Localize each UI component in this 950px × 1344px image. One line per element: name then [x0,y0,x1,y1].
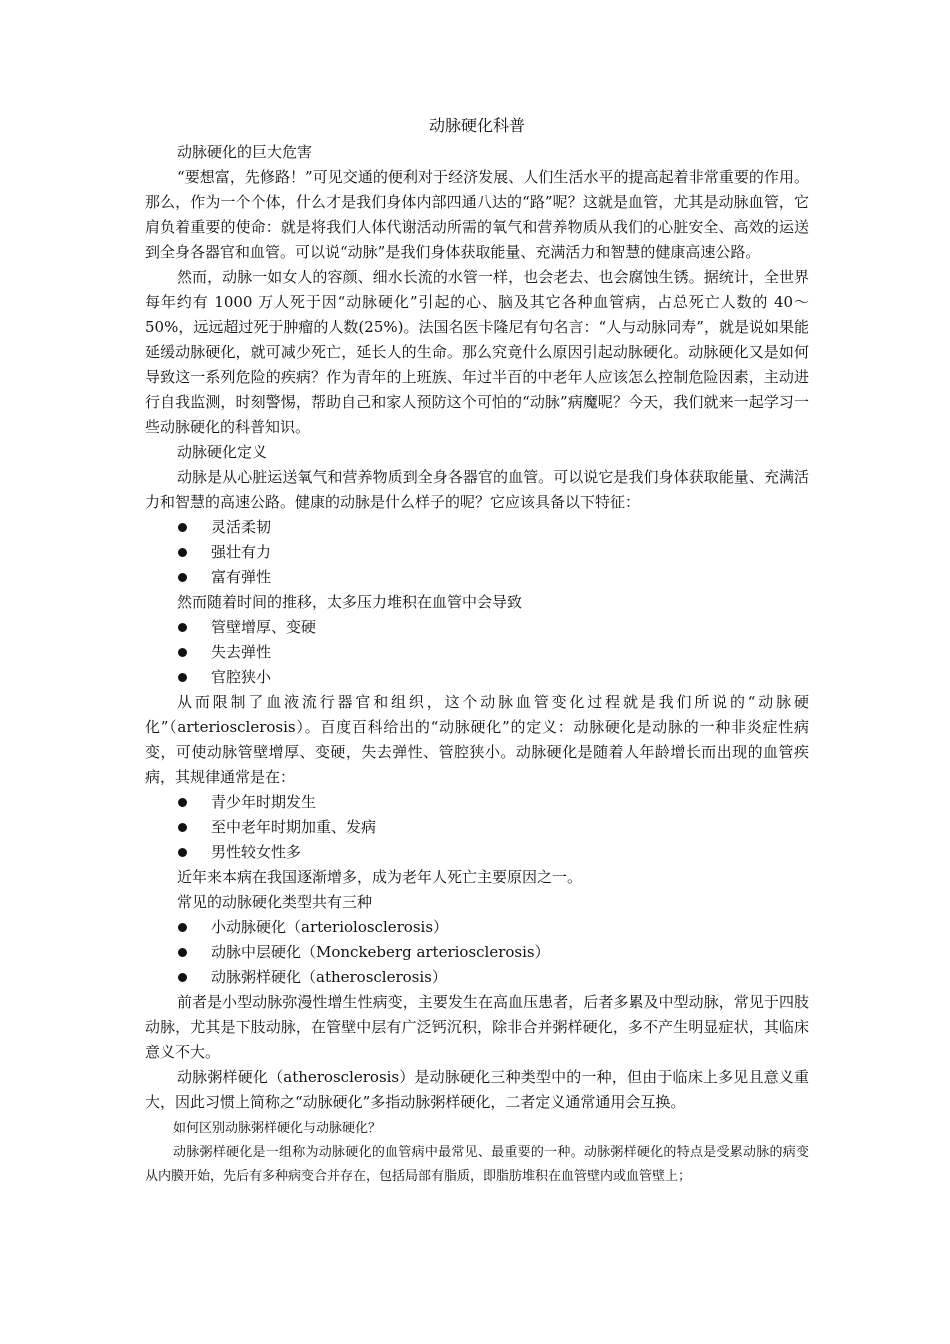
list-item [145,790,809,815]
paragraph: 动脉粥样硬化（atherosclerosis）是动脉硬化三种类型中的一种，但由于临床上多见且意义重大，因此习惯上简称之“动脉硬化”多指动脉粥样硬化，二者定义通常通用会互换。 [145,1068,809,1111]
patterns-list [145,790,809,865]
bullet-icon [178,673,187,682]
paragraph: 然而，动脉一如女人的容颜、细水长流的水管一样，也会老去、也会腐蚀生锈。据统计，全世界每年约有 1000 万人死于因“动脉硬化”引起的心、脑及其它各种血管病，占总死亡人数的 40～50%，远远超过死于肿瘤的人数(25%)。法国名医卡隆尼有句名言：“人与动脉同寿”，就是说如果能延缓动脉硬化，就可减少死亡，延长人的生命。那么究竟什么原因引起动脉硬化。动脉硬化又是如何导致这一系列危险的疾病？作为青年的上班族、年过半百的中老年人应该怎么控制危险因素，主动进行自我监测，时刻警惕，帮助自己和家人预防这个可怕的“动脉”病魔呢？今天，我们就来一起学习一些动脉硬化的科普知识。 [145,268,809,436]
paragraph: 然而随着时间的推移，太多压力堆积在血管中会导致 [177,593,523,611]
list-item-text: 官腔狭小 [211,668,272,686]
document-title: 动脉硬化科普 [428,116,525,135]
types-list [145,915,809,990]
list-item [145,615,809,640]
bullet-icon [178,848,187,857]
document-page [145,112,809,1189]
bullet-icon [178,948,187,957]
bullet-icon [178,798,187,807]
bullet-icon [178,648,187,657]
bullet-icon [178,923,187,932]
list-item [145,640,809,665]
list-item-text: 青少年时期发生 [211,793,317,811]
list-item [145,965,809,990]
list-item-text: 男性较女性多 [211,843,302,861]
bullet-icon [178,548,187,557]
paragraph: 近年来本病在我国逐渐增多，成为老年人死亡主要原因之一。 [177,868,583,886]
list-item [145,565,809,590]
list-item-text: 至中老年时期加重、发病 [211,818,377,836]
paragraph: 动脉是从心脏运送氧气和营养物质到全身各器官的血管。可以说它是我们身体获取能量、充满活力和智慧的高速公路。健康的动脉是什么样子的呢？它应该具备以下特征： [145,468,809,511]
paragraph: 常见的动脉硬化类型共有三种 [177,893,373,911]
list-item [145,540,809,565]
list-item-text: 强壮有力 [211,543,272,561]
list-item-text: 管壁增厚、变硬 [211,618,317,636]
bullet-icon [178,573,187,582]
list-item [145,840,809,865]
list-item-text: 富有弹性 [211,568,272,586]
paragraph: “要想富，先修路！”可见交通的便利对于经济发展、人们生活水平的提高起着非常重要的作用。那么，作为一个个体，什么才是我们身体内部四通八达的“路”呢？这就是血管，尤其是动脉血管，它肩负着重要的使命：就是将我们人体代谢活动所需的氧气和营养物质从我们的心脏安全、高效的运送到全身各器官和血管。可以说“动脉”是我们身体获取能量、充满活力和智慧的健康高速公路。 [145,168,809,261]
paragraph: 前者是小型动脉弥漫性增生性病变，主要发生在高血压患者，后者多累及中型动脉，常见于四肢动脉，尤其是下肢动脉，在管壁中层有广泛钙沉积，除非合并粥样硬化，多不产生明显症状，其临床意义不大。 [145,993,809,1061]
bullet-icon [178,823,187,832]
changes-list [145,615,809,690]
list-item-text: 灵活柔韧 [211,518,272,536]
list-item [145,915,809,940]
section-heading-difference: 如何区别动脉粥样硬化与动脉硬化？ [173,1121,382,1136]
bullet-icon [178,523,187,532]
paragraph: 从而限制了血液流行器官和组织，这个动脉血管变化过程就是我们所说的“动脉硬化”（arteriosclerosis）。百度百科给出的“动脉硬化”的定义：动脉硬化是动脉的一种非炎症性病变，可使动脉管壁增厚、变硬，失去弹性、管腔狭小。动脉硬化是随着人年龄增长而出现的血管疾病，其规律通常是在： [145,693,809,786]
list-item [145,665,809,690]
section-heading-hazards: 动脉硬化的巨大危害 [177,143,313,161]
list-item-text: 动脉中层硬化（Monckeberg arteriosclerosis） [211,943,550,961]
bullet-icon [178,623,187,632]
list-item-text: 小动脉硬化（arteriolosclerosis） [211,918,449,936]
list-item [145,515,809,540]
list-item [145,940,809,965]
list-item-text: 动脉粥样硬化（atherosclerosis） [211,968,447,986]
list-item-text: 失去弹性 [211,643,272,661]
bullet-icon [178,973,187,982]
section-heading-definition: 动脉硬化定义 [177,443,268,461]
list-item [145,815,809,840]
paragraph: 动脉粥样硬化是一组称为动脉硬化的血管病中最常见、最重要的一种。动脉粥样硬化的特点是受累动脉的病变从内膜开始，先后有多种病变合并存在，包括局部有脂质，即脂肪堆积在血管壁内或血管壁上； [145,1145,809,1184]
healthy-features-list [145,515,809,590]
